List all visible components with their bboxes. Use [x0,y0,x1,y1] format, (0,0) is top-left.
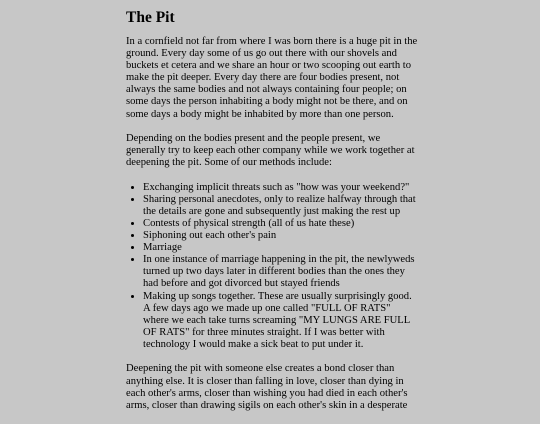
paragraph-bond: Deepening the pit with someone else creates a bond closer than anything else. It is closer than falling in love, closer than dying in each other's arms, closer than wishing you had died in each other's arms, closer than drawing sigils on each other's skin in a desperate [126,363,408,411]
article-body [126,36,418,424]
list-item: • Siphoning out each other's pain [143,230,418,242]
list-item: • In one instance of marriage happening in the pit, the newlyweds turned up two days later in different bodies than the ones they had before and got divorced but stayed friends [143,254,418,290]
list-item: • Contests of physical strength (all of us hate these) [143,218,418,230]
list-item: • Sharing personal anecdotes, only to realize halfway through that the details are gone and subsequently just making the rest up [143,194,418,218]
page-title: The Pit [126,9,175,26]
list-item: • Making up songs together. These are usually surprisingly good. A few days ago we made up one called "FULL OF RATS" where we each take turns screaming "MY LUNGS ARE FULL OF RATS" for three minutes straight. If I was better with technology I would make a sick beat to put under it. [143,291,418,351]
list-item: • Exchanging implicit threats such as "how was your weekend?" [143,182,418,194]
paragraph-methods-intro: Depending on the bodies present and the people present, we generally try to keep each other company while we work together at deepening the pit. Some of our methods include: [126,133,415,169]
methods-list [126,182,418,351]
list-item: • Marriage [143,242,418,254]
paragraph-intro: In a cornfield not far from where I was born there is a huge pit in the ground. Every day some of us go out there with our shovels and buckets et cetera and we share an hour or two scooping out earth to make the pit deeper. Every day there are four bodies present, not always the same bodies and not always containing four people; on some days the person inhabiting a body might not be there, and on some days a body might be inhabited by more than one person. [126,36,418,120]
